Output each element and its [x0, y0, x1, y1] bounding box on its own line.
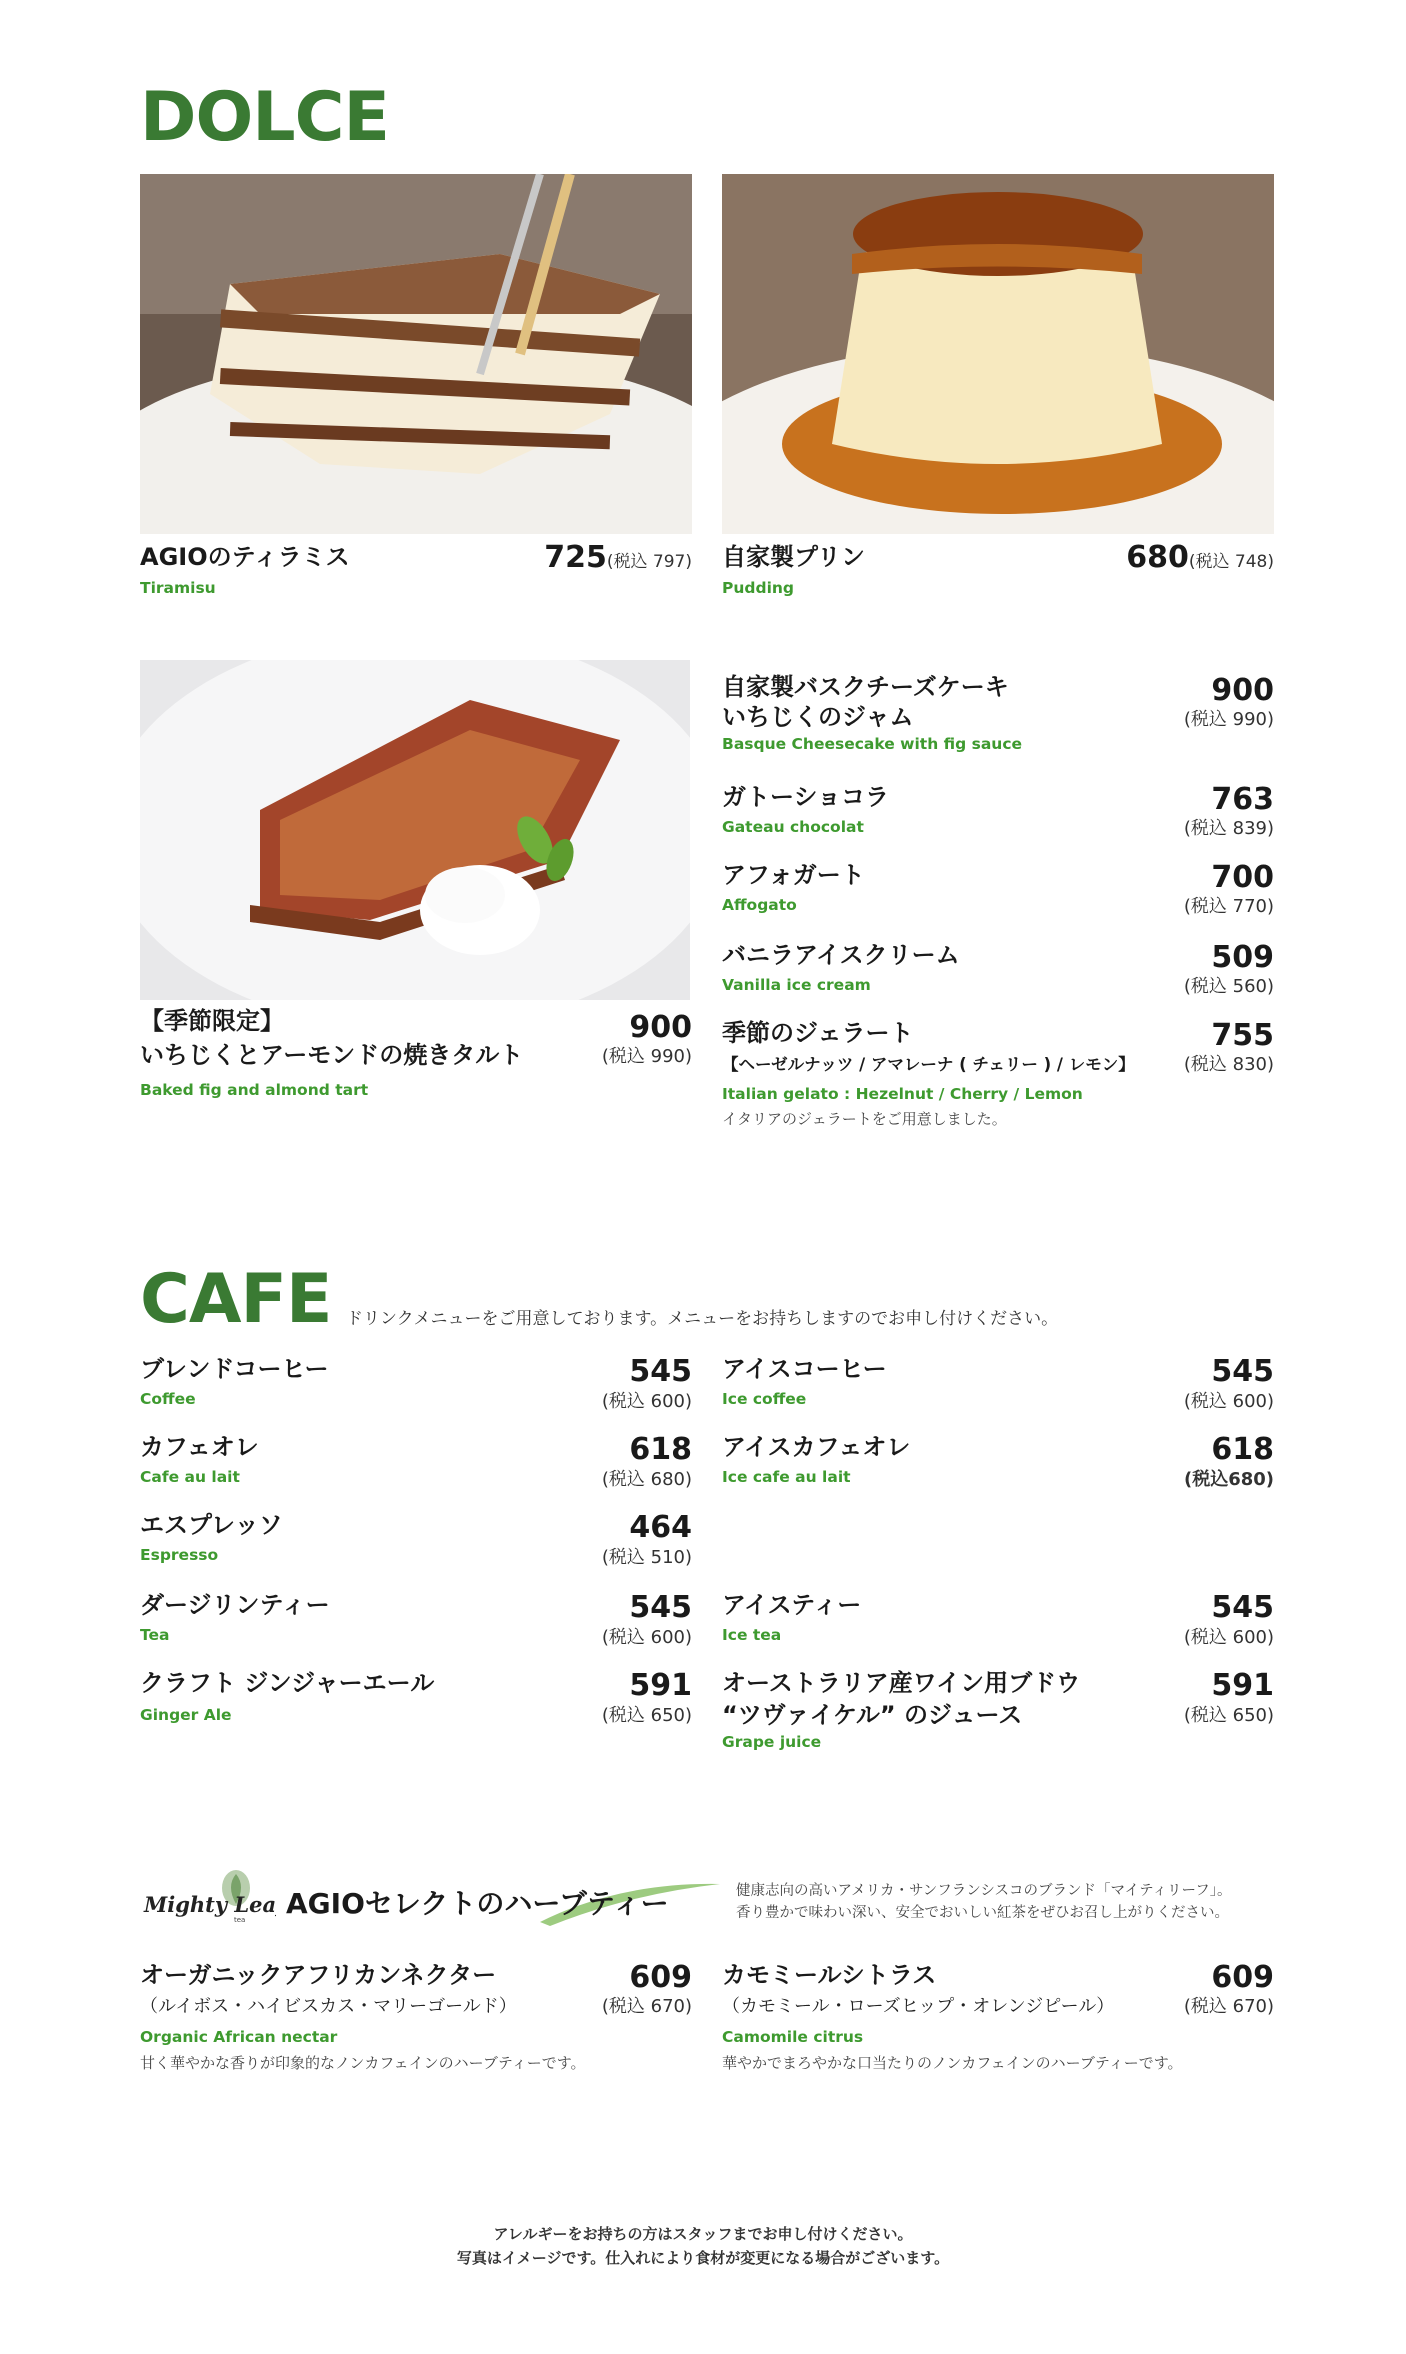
affogato-tax: (税込 770) [1183, 896, 1274, 917]
herb-description-1: 健康志向の高いアメリカ・サンフランシスコのブランド「マイティリーフ」。 [736, 1883, 1232, 1899]
ginger-price: 591 [629, 1668, 692, 1703]
gateau-tax: (税込 839) [1183, 818, 1274, 839]
tiramisu-english: Tiramisu [140, 579, 216, 597]
tart-english: Baked fig and almond tart [140, 1081, 369, 1099]
icecoffee-price: 545 [1211, 1354, 1274, 1389]
vanilla-name: バニラアイスクリーム [722, 941, 960, 969]
gelato-note: イタリアのジェラートをご用意しました。 [722, 1110, 1007, 1128]
cafe-subtitle: ドリンクメニューをご用意しております。メニューをお持ちしますのでお申し付けください。 [346, 1309, 1059, 1329]
african-price: 609 [629, 1960, 692, 1995]
affogato-english: Affogato [722, 896, 797, 914]
tart-name: いちじくとアーモンドの焼きタルト [140, 1041, 524, 1069]
tiramisu-price-line [500, 540, 692, 575]
mighty-leaf-logo-text: Mighty Leaf [144, 1892, 276, 1917]
darjeeling-tax: (税込 600) [601, 1627, 692, 1648]
espresso-english: Espresso [140, 1546, 219, 1564]
darjeeling-price: 545 [629, 1590, 692, 1625]
vanilla-english: Vanilla ice cream [722, 976, 871, 994]
affogato-price: 700 [1211, 860, 1274, 895]
cafeaulait-tax: (税込 680) [601, 1469, 692, 1490]
icecafe-tax: (税込680) [1183, 1469, 1274, 1490]
gelato-flavors: 【ヘーゼルナッツ / アマレーナ ( チェリー ) / レモン】 [722, 1055, 1135, 1074]
grape-price: 591 [1211, 1668, 1274, 1703]
vanilla-tax: (税込 560) [1183, 976, 1274, 997]
blend-tax: (税込 600) [601, 1391, 692, 1412]
grape-english: Grape juice [722, 1733, 822, 1751]
cafeaulait-price: 618 [629, 1432, 692, 1467]
camomile-name: カモミールシトラス [722, 1961, 937, 1989]
icecoffee-tax: (税込 600) [1183, 1391, 1274, 1412]
espresso-price: 464 [629, 1510, 692, 1545]
pudding-tax: (税込 748) [1188, 552, 1274, 572]
tiramisu-name: AGIOのティラミス [140, 543, 350, 571]
gateau-price: 763 [1211, 782, 1274, 817]
icetea-name: アイスティー [722, 1591, 862, 1619]
cafeaulait-name: カフェオレ [140, 1433, 259, 1461]
blend-name: ブレンドコーヒー [140, 1355, 329, 1383]
vanilla-price: 509 [1211, 940, 1274, 975]
icetea-price: 545 [1211, 1590, 1274, 1625]
gelato-price: 755 [1211, 1018, 1274, 1053]
allergy-notice: アレルギーをお持ちの方はスタッフまでお申し付けください。 [493, 2225, 913, 2243]
gelato-tax: (税込 830) [1183, 1054, 1274, 1075]
tiramisu-price: 725 [544, 540, 607, 575]
gateau-name: ガトーショコラ [722, 783, 890, 811]
basque-tax: (税込 990) [1183, 709, 1274, 730]
icetea-english: Ice tea [722, 1626, 782, 1644]
cafe-heading: CAFE [140, 1260, 332, 1339]
icecoffee-name: アイスコーヒー [722, 1355, 887, 1383]
photo-notice: 写真はイメージです。仕入れにより食材が変更になる場合がございます。 [456, 2249, 950, 2267]
basque-name-2: いちじくのジャム [722, 703, 914, 731]
african-tax: (税込 670) [601, 1996, 692, 2017]
tart-price: 900 [629, 1010, 692, 1045]
basque-name-1: 自家製バスクチーズケーキ [722, 673, 1009, 701]
affogato-name: アフォガート [722, 861, 865, 889]
camomile-tax: (税込 670) [1183, 1996, 1274, 2017]
icecoffee-english: Ice coffee [722, 1390, 807, 1408]
icetea-tax: (税込 600) [1183, 1627, 1274, 1648]
basque-english: Basque Cheesecake with fig sauce [722, 735, 1023, 753]
blend-price: 545 [629, 1354, 692, 1389]
icecafe-name: アイスカフェオレ [722, 1433, 911, 1461]
pudding-photo [722, 174, 1274, 534]
african-english: Organic African nectar [140, 2028, 338, 2046]
pudding-price-line [1080, 540, 1274, 575]
mighty-leaf-logo-sub: tea [234, 1916, 246, 1924]
darjeeling-name: ダージリンティー [140, 1591, 330, 1619]
grape-name-2: “ツヴァイケル” のジュース [722, 1701, 1023, 1729]
blend-english: Coffee [140, 1390, 196, 1408]
african-ingredients: （ルイボス・ハイビスカス・マリーゴールド） [140, 1996, 517, 2017]
camomile-english: Camomile citrus [722, 2028, 864, 2046]
icecafe-english: Ice cafe au lait [722, 1468, 851, 1486]
pudding-english: Pudding [722, 579, 795, 597]
cafeaulait-english: Cafe au lait [140, 1468, 240, 1486]
camomile-price: 609 [1211, 1960, 1274, 1995]
tiramisu-photo [140, 174, 692, 534]
gateau-english: Gateau chocolat [722, 818, 864, 836]
tart-photo [140, 660, 690, 1000]
camomile-ingredients: （カモミール・ローズヒップ・オレンジピール） [722, 1996, 1115, 2017]
ginger-english: Ginger Ale [140, 1706, 232, 1724]
pudding-price: 680 [1126, 540, 1189, 575]
grape-name-1: オーストラリア産ワイン用ブドウ [722, 1669, 1081, 1697]
herb-description-2: 香り豊かで味わい深い、安全でおいしい紅茶をぜひお召し上がりください。 [736, 1905, 1229, 1921]
tart-season-label: 【季節限定】 [140, 1007, 284, 1035]
icecafe-price: 618 [1211, 1432, 1274, 1467]
pudding-name: 自家製プリン [722, 543, 866, 571]
african-note: 甘く華やかな香りが印象的なノンカフェインのハーブティーです。 [140, 2054, 586, 2072]
mighty-leaf-logo [140, 1866, 276, 1928]
grape-tax: (税込 650) [1183, 1705, 1274, 1726]
camomile-note: 華やかでまろやかな口当たりのノンカフェインのハーブティーです。 [722, 2054, 1183, 2072]
espresso-name: エスプレッソ [140, 1511, 283, 1539]
ginger-name: クラフト ジンジャーエール [140, 1669, 435, 1697]
tart-tax: (税込 990) [601, 1046, 692, 1067]
gelato-english: Italian gelato : Hezelnut / Cherry / Lemon [722, 1085, 1083, 1103]
espresso-tax: (税込 510) [601, 1547, 692, 1568]
ginger-tax: (税込 650) [601, 1705, 692, 1726]
basque-price: 900 [1211, 673, 1274, 708]
african-name: オーガニックアフリカンネクター [140, 1961, 497, 1989]
herb-title: AGIOセレクトのハーブティー [286, 1887, 669, 1920]
gelato-name: 季節のジェラート [722, 1019, 914, 1047]
dolce-heading: DOLCE [140, 78, 389, 157]
tiramisu-tax: (税込 797) [606, 552, 692, 572]
darjeeling-english: Tea [140, 1626, 170, 1644]
